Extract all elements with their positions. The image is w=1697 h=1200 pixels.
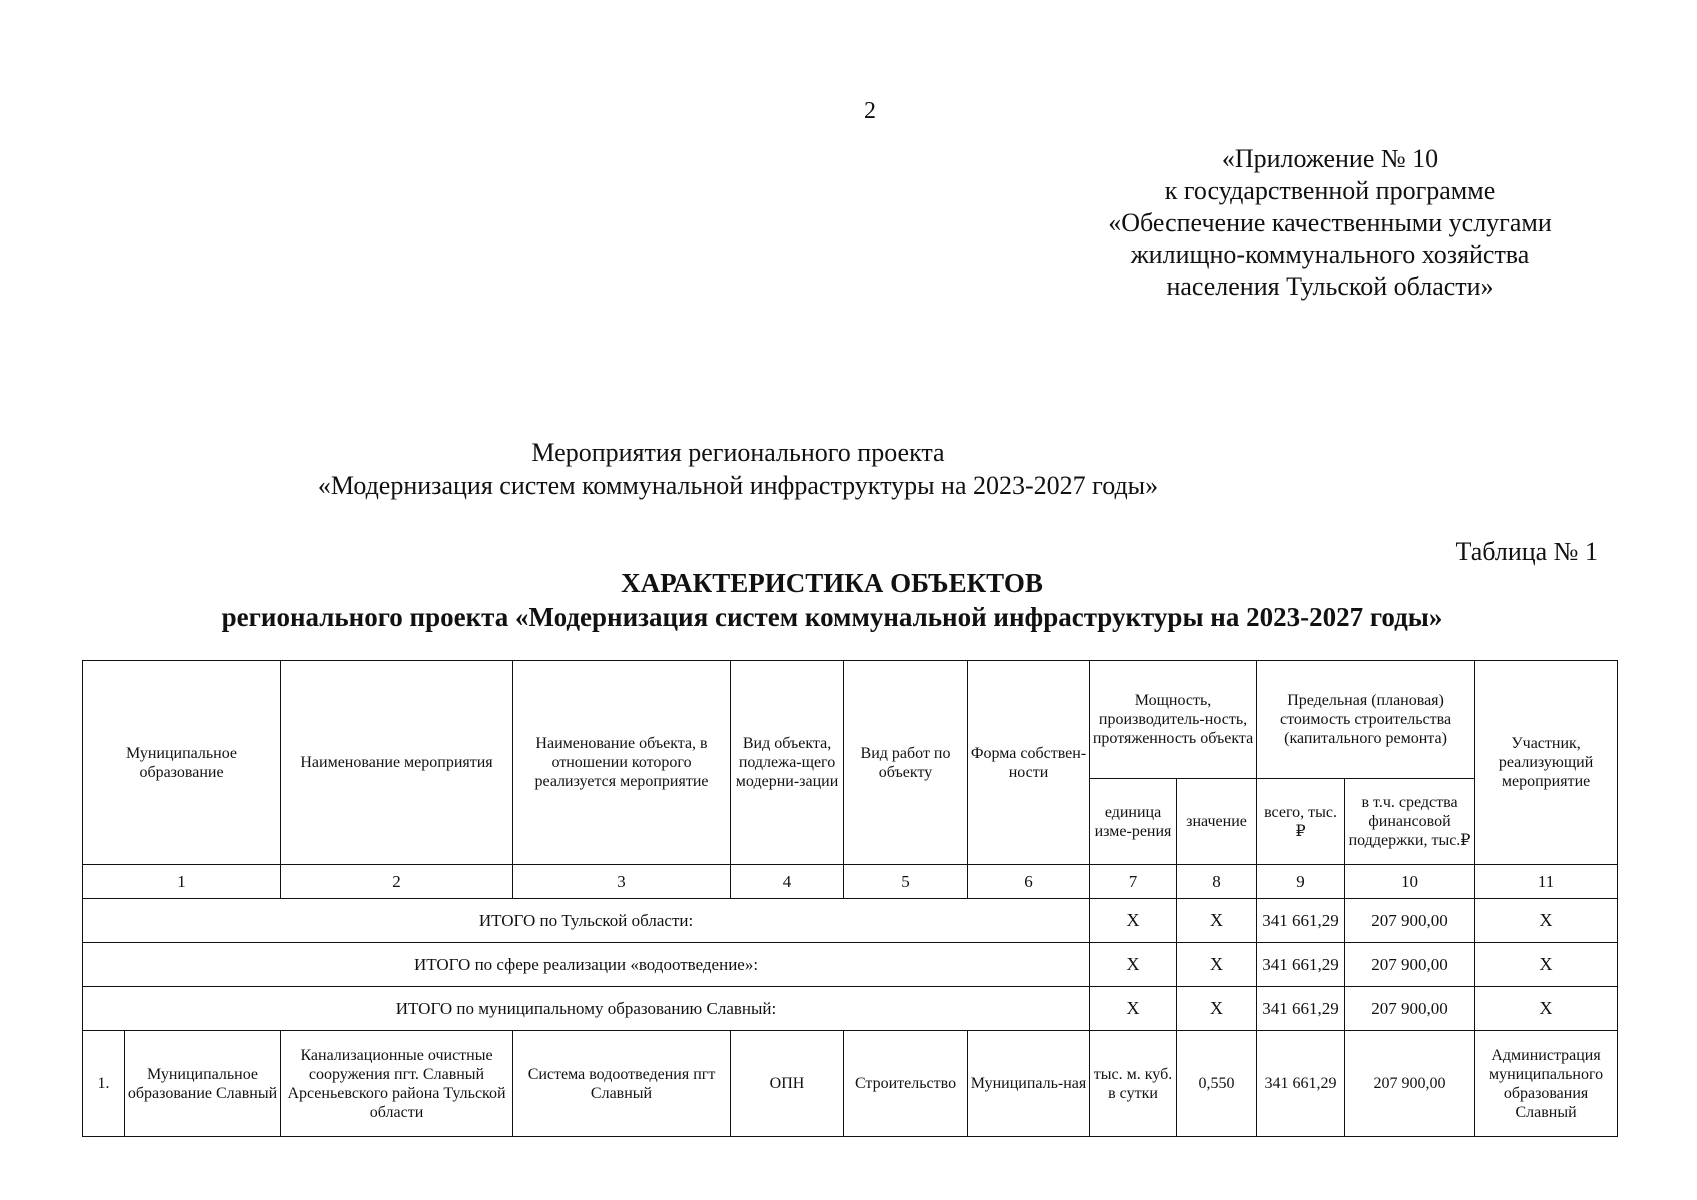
column-number: 10 [1345,865,1475,899]
objects-table [82,660,1618,1137]
total-unit: Х [1090,943,1177,987]
header-object-type: Вид объекта, подлежа-щего модерни-зации [731,661,844,865]
appendix-line: «Приложение № 10 [1221,144,1439,173]
header-event-name: Наименование мероприятия [281,661,513,865]
main-title-line2: регионального проекта «Модернизация систем коммунальной инфраструктуры на 2023-2027 годы» [221,602,1443,632]
column-number: 9 [1257,865,1345,899]
appendix-line: к государственной программе [1164,176,1496,205]
total-cost: 341 661,29 [1257,899,1345,943]
column-number: 3 [513,865,731,899]
total-row-region [83,899,1618,943]
column-number: 8 [1177,865,1257,899]
total-cost: 341 661,29 [1257,943,1345,987]
total-unit: Х [1090,987,1177,1031]
row-cost-support: 207 900,00 [1345,1031,1475,1137]
total-support: 207 900,00 [1345,943,1475,987]
row-work-type: Строительство [844,1031,968,1137]
row-number: 1. [83,1031,125,1137]
row-object-name: Система водоотведения пгт Славный [513,1031,731,1137]
header-object-name: Наименование объекта, в отношении которого реализуется мероприятие [513,661,731,865]
header-municipality: Муниципальное образование [83,661,281,865]
table-row [83,1031,1618,1137]
header-cost: Предельная (плановая) стоимость строительства (капитального ремонта) [1257,661,1475,779]
total-label: ИТОГО по муниципальному образованию Славный: [83,987,1090,1031]
table-number: Таблица № 1 [1455,537,1598,566]
row-value: 0,550 [1177,1031,1257,1137]
row-event-name: Канализационные очистные сооружения пгт. Славный Арсеньевского района Тульской области [281,1031,513,1137]
total-participant: Х [1475,943,1618,987]
total-label: ИТОГО по сфере реализации «водоотведение»: [83,943,1090,987]
appendix-line: жилищно-коммунального хозяйства [1130,240,1530,269]
total-cost: 341 661,29 [1257,987,1345,1031]
total-row-sphere [83,943,1618,987]
row-cost-total: 341 661,29 [1257,1031,1345,1137]
header-work-type: Вид работ по объекту [844,661,968,865]
header-cost-total: всего, тыс.₽ [1257,779,1345,865]
column-number: 11 [1475,865,1618,899]
column-number: 2 [281,865,513,899]
appendix-line: населения Тульской области» [1166,272,1494,301]
row-unit: тыс. м. куб. в сутки [1090,1031,1177,1137]
total-value: Х [1177,987,1257,1031]
total-support: 207 900,00 [1345,899,1475,943]
total-support: 207 900,00 [1345,987,1475,1031]
appendix-header [1085,143,1575,303]
column-number-row [83,865,1618,899]
total-row-municipality [83,987,1618,1031]
main-title-line1: ХАРАКТЕРИСТИКА ОБЪЕКТОВ [621,568,1043,598]
total-participant: Х [1475,987,1618,1031]
row-participant: Администрация муниципального образования Славный [1475,1031,1618,1137]
column-number: 7 [1090,865,1177,899]
total-unit: Х [1090,899,1177,943]
column-number: 5 [844,865,968,899]
appendix-line: «Обеспечение качественными услугами [1108,208,1552,237]
header-capacity: Мощность, производитель-ность, протяженность объекта [1090,661,1257,779]
row-municipality: Муниципальное образование Славный [125,1031,281,1137]
header-capacity-unit: единица изме-рения [1090,779,1177,865]
header-cost-support: в т.ч. средства финансовой поддержки, тыс.₽ [1345,779,1475,865]
header-ownership: Форма собствен-ности [968,661,1090,865]
total-participant: Х [1475,899,1618,943]
total-value: Х [1177,899,1257,943]
header-participant: Участник, реализующий мероприятие [1475,661,1618,865]
page-number: 2 [864,98,876,124]
events-title-line2: «Модернизация систем коммунальной инфраструктуры на 2023-2027 годы» [317,471,1159,500]
column-number: 6 [968,865,1090,899]
events-title [0,436,1476,502]
total-label: ИТОГО по Тульской области: [83,899,1090,943]
row-ownership: Муниципаль-ная [968,1031,1090,1137]
total-value: Х [1177,943,1257,987]
events-title-line1: Мероприятия регионального проекта [531,438,945,467]
column-number: 1 [83,865,281,899]
header-capacity-value: значение [1177,779,1257,865]
row-object-type: ОПН [731,1031,844,1137]
main-title [0,566,1664,634]
column-number: 4 [731,865,844,899]
